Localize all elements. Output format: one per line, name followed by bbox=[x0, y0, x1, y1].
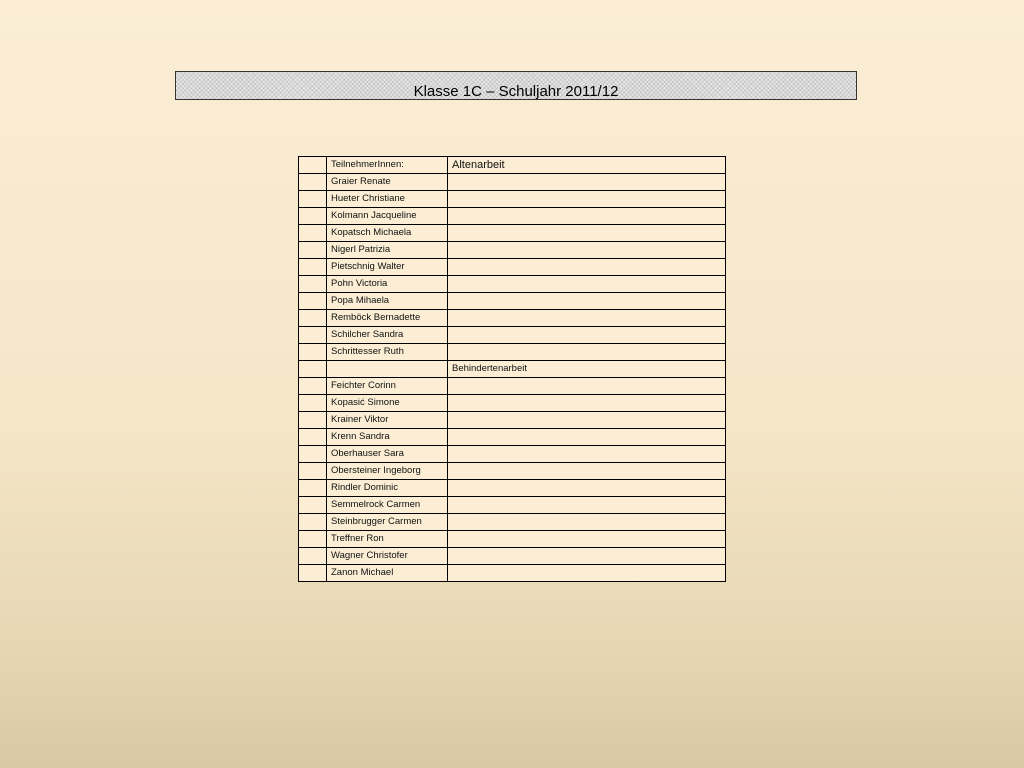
participant-name bbox=[327, 361, 448, 378]
entry-cell bbox=[448, 191, 726, 208]
row-number-cell bbox=[299, 276, 327, 293]
entry-cell bbox=[448, 174, 726, 191]
row-number-cell bbox=[299, 565, 327, 582]
participant-name: Krenn Sandra bbox=[327, 429, 448, 446]
entry-cell bbox=[448, 446, 726, 463]
participant-name: Oberhauser Sara bbox=[327, 446, 448, 463]
table-row bbox=[299, 480, 726, 497]
row-number-cell bbox=[299, 310, 327, 327]
participant-name: Pohn Victoria bbox=[327, 276, 448, 293]
table-row bbox=[299, 548, 726, 565]
participant-name: Steinbrugger Carmen bbox=[327, 514, 448, 531]
entry-cell bbox=[448, 412, 726, 429]
table-row bbox=[299, 395, 726, 412]
table-row bbox=[299, 344, 726, 361]
entry-cell bbox=[448, 395, 726, 412]
table-row bbox=[299, 463, 726, 480]
table-row bbox=[299, 514, 726, 531]
participant-name: Feichter Corinn bbox=[327, 378, 448, 395]
row-number-cell bbox=[299, 463, 327, 480]
participant-name: Graier Renate bbox=[327, 174, 448, 191]
participant-name: Schrittesser Ruth bbox=[327, 344, 448, 361]
participant-name: Nigerl Patrizia bbox=[327, 242, 448, 259]
entry-cell bbox=[448, 242, 726, 259]
table-row bbox=[299, 310, 726, 327]
row-number-cell bbox=[299, 225, 327, 242]
participant-name: Zanon Michael bbox=[327, 565, 448, 582]
table-row bbox=[299, 208, 726, 225]
row-number-cell bbox=[299, 497, 327, 514]
entry-cell bbox=[448, 310, 726, 327]
entry-cell bbox=[448, 548, 726, 565]
participant-name: Schilcher Sandra bbox=[327, 327, 448, 344]
group-header-altenarbeit: Altenarbeit bbox=[448, 157, 726, 174]
row-number-cell bbox=[299, 361, 327, 378]
participant-name: Kopasić Simone bbox=[327, 395, 448, 412]
table-row bbox=[299, 497, 726, 514]
table-row bbox=[299, 327, 726, 344]
table-row bbox=[299, 259, 726, 276]
participant-name: Rindler Dominic bbox=[327, 480, 448, 497]
row-number-cell bbox=[299, 480, 327, 497]
entry-cell bbox=[448, 480, 726, 497]
section-label: Behindertenarbeit bbox=[448, 361, 726, 378]
table-row bbox=[299, 191, 726, 208]
row-number-cell bbox=[299, 293, 327, 310]
participant-name: Semmelrock Carmen bbox=[327, 497, 448, 514]
table-row bbox=[299, 378, 726, 395]
entry-cell bbox=[448, 225, 726, 242]
table-row bbox=[299, 565, 726, 582]
participant-name: Kopatsch Michaela bbox=[327, 225, 448, 242]
entry-cell bbox=[448, 514, 726, 531]
participant-name: Pietschnig Walter bbox=[327, 259, 448, 276]
entry-cell bbox=[448, 531, 726, 548]
entry-cell bbox=[448, 293, 726, 310]
entry-cell bbox=[448, 497, 726, 514]
row-number-cell bbox=[299, 191, 327, 208]
row-number-cell bbox=[299, 327, 327, 344]
row-number-cell bbox=[299, 378, 327, 395]
row-number-cell bbox=[299, 242, 327, 259]
table-row bbox=[299, 531, 726, 548]
table-row bbox=[299, 429, 726, 446]
entry-cell bbox=[448, 259, 726, 276]
row-number-cell bbox=[299, 446, 327, 463]
table-row bbox=[299, 446, 726, 463]
participant-name: Hueter Christiane bbox=[327, 191, 448, 208]
participant-name: Obersteiner Ingeborg bbox=[327, 463, 448, 480]
table-header-row bbox=[299, 157, 726, 174]
table-row bbox=[299, 293, 726, 310]
row-number-cell bbox=[299, 548, 327, 565]
entry-cell bbox=[448, 378, 726, 395]
row-number-cell bbox=[299, 174, 327, 191]
participant-name: Popa Mihaela bbox=[327, 293, 448, 310]
entry-cell bbox=[448, 344, 726, 361]
entry-cell bbox=[448, 327, 726, 344]
participant-name: Krainer Viktor bbox=[327, 412, 448, 429]
table-row bbox=[299, 242, 726, 259]
row-number-cell bbox=[299, 531, 327, 548]
row-number-cell bbox=[299, 395, 327, 412]
participant-name: Remböck Bernadette bbox=[327, 310, 448, 327]
table-row bbox=[299, 276, 726, 293]
row-number-cell bbox=[299, 344, 327, 361]
table-row bbox=[299, 174, 726, 191]
entry-cell bbox=[448, 429, 726, 446]
row-number-cell bbox=[299, 157, 327, 174]
participants-header-label: TeilnehmerInnen: bbox=[327, 157, 448, 174]
entry-cell bbox=[448, 208, 726, 225]
entry-cell bbox=[448, 276, 726, 293]
participants-table bbox=[298, 156, 726, 582]
row-number-cell bbox=[299, 208, 327, 225]
row-number-cell bbox=[299, 412, 327, 429]
row-number-cell bbox=[299, 514, 327, 531]
participant-name: Kolmann Jacqueline bbox=[327, 208, 448, 225]
participant-name: Treffner Ron bbox=[327, 531, 448, 548]
table-row bbox=[299, 412, 726, 429]
entry-cell bbox=[448, 565, 726, 582]
entry-cell bbox=[448, 463, 726, 480]
title-banner bbox=[175, 71, 857, 100]
table-row bbox=[299, 225, 726, 242]
row-number-cell bbox=[299, 259, 327, 276]
page-title: Klasse 1C – Schuljahr 2011/12 bbox=[413, 83, 619, 100]
row-number-cell bbox=[299, 429, 327, 446]
participant-name: Wagner Christofer bbox=[327, 548, 448, 565]
section-row-behindertenarbeit bbox=[299, 361, 726, 378]
